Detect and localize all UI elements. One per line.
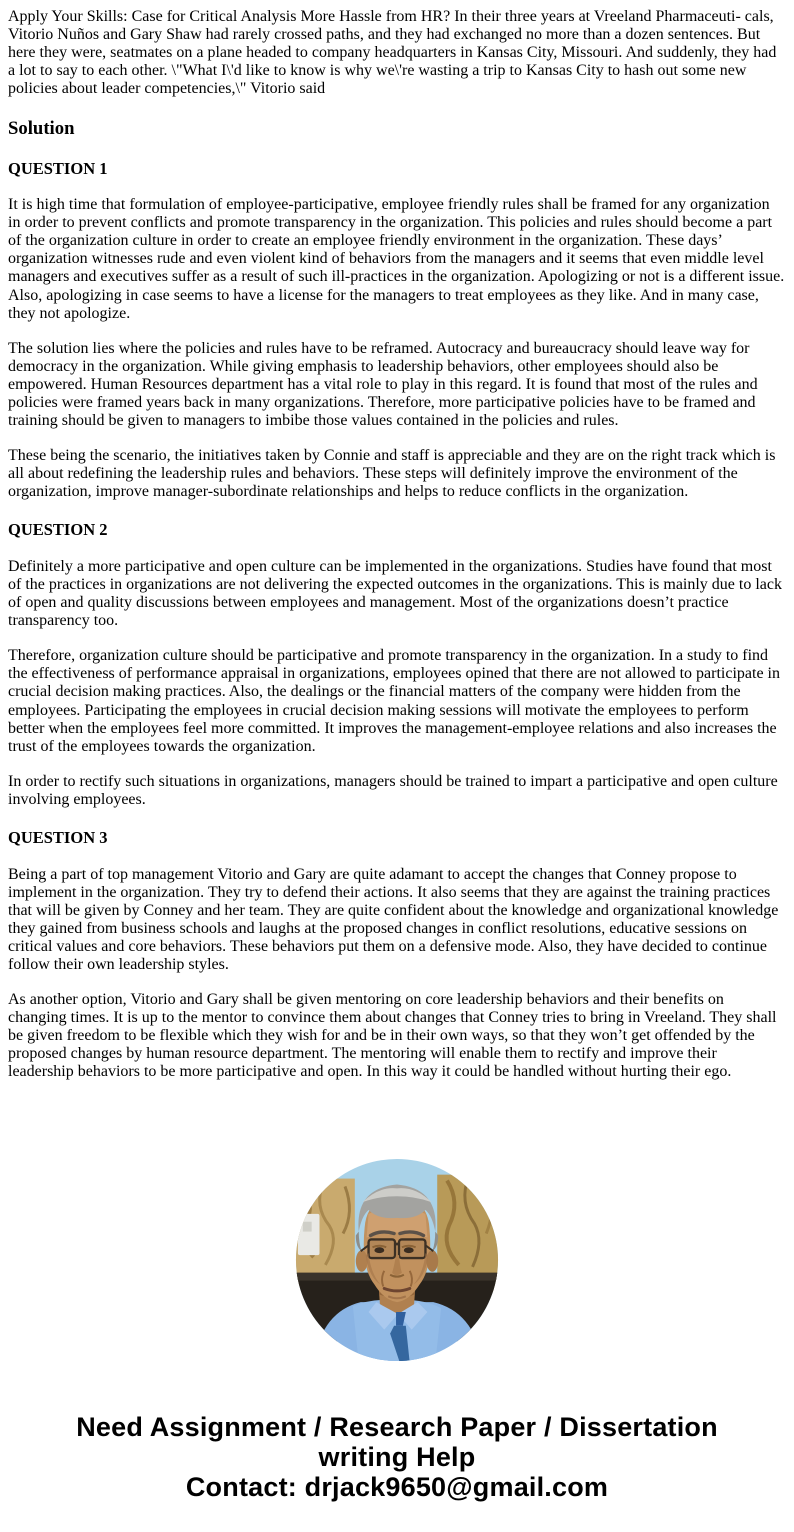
footer-line-3: Contact: drjack9650@gmail.com [185, 1472, 609, 1503]
footer-line-1: Need Assignment / Research Paper / Dissertation [76, 1412, 718, 1443]
portrait-photo [294, 1157, 500, 1363]
question-2-paragraph-3: In order to rectify such situations in organizations, managers should be trained to impart a participative and open culture involving employees. [8, 772, 778, 808]
solution-heading: Solution [8, 118, 75, 140]
question-1-paragraph-1: It is high time that formulation of employee-participative, employee friendly rules shall be framed for any organization in order to prevent conflicts and promote transparency in the organization. This policies and rules should become a part of the organization culture in order to create an employee friendly environment in the organization. These days’ organization witnesses rude and even violent kind of behaviors from the managers and it seems that even middle level managers and executives suffer as a result of such ill-practices in the organization. Apologizing or not is a different issue. Also, apologizing in case seems to have a license for the managers to treat employees as they like. And in many case, they not apologize. [8, 196, 785, 322]
question-3-heading: QUESTION 3 [8, 827, 108, 847]
author-photo [8, 1157, 786, 1368]
question-2-heading: QUESTION 2 [8, 520, 108, 540]
question-3-paragraph-2: As another option, Vitorio and Gary shall be given mentoring on core leadership behaviors and their benefits on changing times. It is up to the mentor to convince them about changes that Conney tries to bring in Vreeland. They shall be given freedom to be flexible which they wish for and be in their own ways, so that they won’t get offended by the proposed changes by human resource department. The mentoring will enable them to rectify and improve their leadership behaviors to be more participative and open. In this way it could be handled without hurting their ego. [8, 991, 777, 1081]
question-1-paragraph-3: These being the scenario, the initiatives taken by Connie and staff is appreciable and they are on the right track which is all about redefining the leadership rules and behaviors. These steps will definitely improve the environment of the organization, improve manager-subordinate relationships and helps to reduce conflicts in the organization. [8, 447, 776, 501]
intro-paragraph: Apply Your Skills: Case for Critical Analysis More Hassle from HR? In their three years at Vreeland Pharmaceuti- cals, Vitorio Nuños and Gary Shaw had rarely crossed paths, and they had exchanged no more than a dozen sentences. But here they were, seatmates on a plane headed to company headquarters in Kansas City, Missouri. And suddenly, they had a lot to say to each other. \"What I\'d like to know is why we\'re wasting a trip to Kansas City to hash out some new policies about leader competencies,\" Vitorio said [8, 8, 777, 98]
question-1-heading: QUESTION 1 [8, 158, 108, 178]
footer-banner [8, 1412, 786, 1502]
question-2-paragraph-2: Therefore, organization culture should be participative and promote transparency in the organization. In a study to find the effectiveness of performance appraisal in organizations, employees opined that there are not allowed to participate in crucial decision making practices. Also, the dealings or the financial matters of the company were hidden from the employees. Participating the employees in crucial decision making sessions will motivate the employees to perform better when the employees feel more committed. It improves the management-employee relations and also increases the trust of the employees towards the organization. [8, 647, 780, 755]
question-1-paragraph-2: The solution lies where the policies and rules have to be reframed. Autocracy and bureaucracy should leave way for democracy in the organization. While giving emphasis to leadership behaviors, other employees should also be empowered. Human Resources department has a vital role to play in this regard. It is found that most of the rules and policies were framed years back in many organizations. Therefore, more participative policies have to be framed and training should be given to managers to imbibe those values contained in the policies and rules. [8, 339, 758, 430]
question-2-paragraph-1: Definitely a more participative and open culture can be implemented in the organizations. Studies have found that most of the practices in organizations are not delivering the expected outcomes in the organizations. This is mainly due to lack of open and quality discussions between employees and management. Most of the organizations doesn’t practice transparency too. [8, 557, 782, 630]
question-3-paragraph-1: Being a part of top management Vitorio and Gary are quite adamant to accept the changes that Conney propose to implement in the organization. They try to defend their actions. It also seems that they are against the training practices that will be given by Conney and her team. They are quite confident about the knowledge and organizational knowledge they gained from business schools and laughs at the proposed changes in conflict resolutions, educative sessions on critical values and core behaviors. These behaviors put them on a defensive mode. Also, they have decided to continue follow their own leadership styles. [8, 865, 779, 973]
footer-line-2: writing Help [318, 1442, 476, 1473]
